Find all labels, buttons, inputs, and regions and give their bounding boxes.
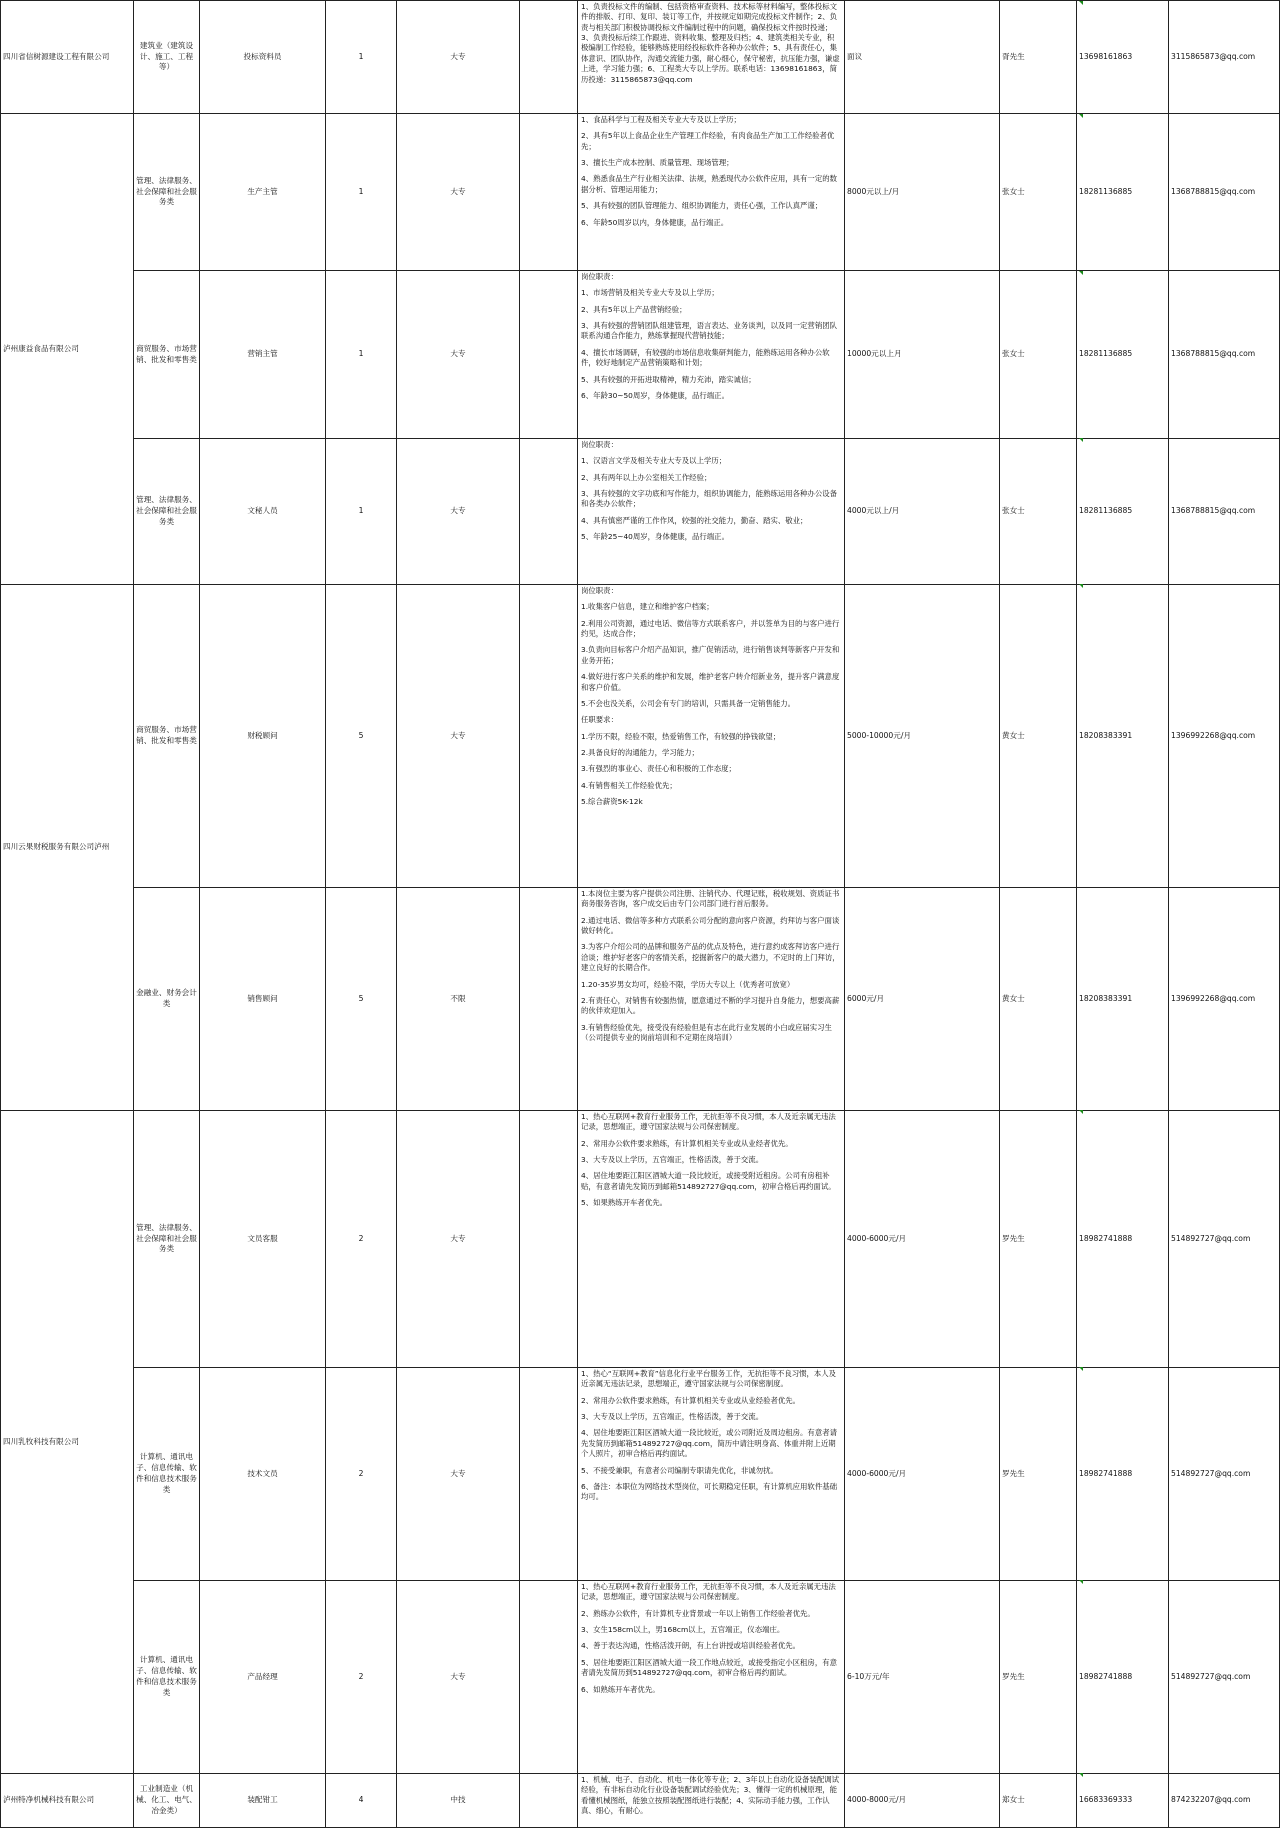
- headcount-cell: 5: [326, 585, 397, 888]
- requirement-line: 2.有责任心，对销售有较强热情，愿意通过不断的学习提升自身能力，想要高薪的伙伴欢迎加入。: [581, 995, 840, 1016]
- requirement-line: 4、具有慎密严谨的工作作风，较强的社交能力，勤奋、踏实、敬业；: [581, 515, 808, 525]
- requirement-line: 1.收集客户信息，建立和维护客户档案；: [581, 602, 714, 612]
- education-cell: 不限: [397, 888, 520, 1111]
- industry-cell: 计算机、通讯电子、信息传输、软件和信息技术服务类: [134, 1368, 200, 1581]
- industry-cell: 计算机、通讯电子、信息传输、软件和信息技术服务类: [134, 1581, 200, 1774]
- company-name-cell: 四川省信树源建设工程有限公司: [1, 1, 134, 114]
- education-cell: 大专: [397, 1368, 520, 1581]
- position-cell: 产品经理: [200, 1581, 326, 1774]
- requirement-line: 4、擅长市场调研，有较强的市场信息收集研判能力，能熟练运用各种办公软件，较好地制定产品营销策略和计划；: [581, 347, 830, 368]
- cell-comment-marker: [1079, 1, 1083, 5]
- requirement-line: 6、年龄30~50周岁，身体健康，品行端正。: [581, 390, 729, 400]
- phone-cell: 18982741888: [1077, 1368, 1169, 1581]
- email-cell: 514892727@qq.com: [1169, 1368, 1280, 1581]
- cell-comment-marker: [1079, 1367, 1083, 1371]
- requirement-line: 1、市场营销及相关专业大专及以上学历；: [581, 288, 719, 298]
- salary-cell: 面议: [845, 1, 1000, 114]
- email-cell: 1396992268@qq.com: [1169, 888, 1280, 1111]
- email-cell: 514892727@qq.com: [1169, 1581, 1280, 1774]
- salary-cell: 5000-10000元/月: [845, 585, 1000, 888]
- industry-cell: 工业制造业（机械、化工、电气、冶金类）: [134, 1774, 200, 1828]
- headcount-cell: 2: [326, 1111, 397, 1368]
- email-cell: 1368788815@qq.com: [1169, 271, 1280, 439]
- blank-cell: [520, 1, 578, 114]
- requirement-line: 3.为客户介绍公司的品牌和服务产品的优点及特色，进行意约成客拜访客户进行洽谈；维护好老客户的客情关系，挖掘新客户的最大潜力，不定时的上门拜访，建立良好的长期合作。: [581, 942, 840, 973]
- blank-cell: [520, 1368, 578, 1581]
- cell-comment-marker: [1079, 1773, 1083, 1777]
- headcount-cell: 1: [326, 114, 397, 271]
- headcount-cell: 5: [326, 888, 397, 1111]
- requirement-line: 5、具有较强的开拓进取精神，精力充沛，踏实诚信；: [581, 374, 756, 384]
- cell-comment-marker: [1079, 114, 1083, 118]
- education-cell: 中技: [397, 1774, 520, 1828]
- phone-cell: 16683369333: [1077, 1774, 1169, 1828]
- position-cell: 文员客服: [200, 1111, 326, 1368]
- requirement-line: 1.学历不限，经验不限，热爱销售工作，有较强的挣钱欲望；: [581, 731, 781, 741]
- salary-cell: 8000元以上/月: [845, 114, 1000, 271]
- requirement-line: 5、年龄25~40周岁，身体健康，品行端正。: [581, 532, 729, 542]
- contact-cell: 罗先生: [1000, 1368, 1077, 1581]
- requirements-cell: [578, 585, 845, 888]
- email-cell: 874232207@qq.com: [1169, 1774, 1280, 1828]
- position-cell: 技术文员: [200, 1368, 326, 1581]
- requirement-line: 1、热心“互联网+教育”信息化行业平台服务工作，无抗拒等不良习惯，本人及近亲属无违法记录，思想端正，遵守国家法规与公司保密制度。: [581, 1369, 837, 1389]
- table-row: [1, 888, 1280, 1111]
- requirement-line: 1、热心互联网+教育行业服务工作，无抗拒等不良习惯，本人及近亲属无违法记录，思想端正，遵守国家法规与公司保密制度。: [581, 1582, 836, 1602]
- table-row: [1, 1581, 1280, 1774]
- industry-cell: 建筑业（建筑设计、施工、工程等）: [134, 1, 200, 114]
- requirement-line: 6、年龄50周岁以内，身体健康，品行端正。: [581, 217, 729, 227]
- position-cell: 生产主管: [200, 114, 326, 271]
- requirement-line: 2、熟练办公软件，有计算机专业背景或一年以上销售工作经验者优先。: [581, 1608, 815, 1618]
- requirements-cell: [578, 1774, 845, 1828]
- requirement-line: 2.利用公司资源，通过电话、微信等方式联系客户，并以签单为目的与客户进行约见，达成合作；: [581, 618, 840, 639]
- company-name-cell: 泸州特净机械科技有限公司: [1, 1774, 134, 1828]
- industry-cell: 商贸服务、市场营销、批发和零售类: [134, 585, 200, 888]
- requirements-cell: [578, 888, 845, 1111]
- requirement-line: 5、具有较强的团队管理能力、组织协调能力，责任心强，工作认真严谨；: [581, 201, 823, 211]
- salary-cell: 4000-8000元/月: [845, 1774, 1000, 1828]
- salary-cell: 6000元/月: [845, 888, 1000, 1111]
- blank-cell: [520, 439, 578, 585]
- email-cell: 1396992268@qq.com: [1169, 585, 1280, 888]
- headcount-cell: 1: [326, 271, 397, 439]
- requirement-line: 岗位职责：: [581, 272, 618, 281]
- table-row: [1, 1, 1280, 114]
- requirements-cell: [578, 271, 845, 439]
- requirement-line: 5、如果熟练开车者优先。: [581, 1198, 668, 1208]
- cell-comment-marker: [1079, 1580, 1083, 1584]
- education-cell: 大专: [397, 585, 520, 888]
- position-cell: 销售顾问: [200, 888, 326, 1111]
- requirement-line: 1.本岗位主要为客户提供公司注册、注销代办、代理记账，税收规划、资质证书商务服务咨询，客户成交后由专门公司部门进行首后服务。: [581, 889, 840, 909]
- requirement-line: 3、大专及以上学历，五官端正，性格活泼，善于交流。: [581, 1412, 764, 1422]
- headcount-cell: 4: [326, 1774, 397, 1828]
- headcount-cell: 1: [326, 439, 397, 585]
- table-row: [1, 1774, 1280, 1828]
- cell-comment-marker: [1079, 584, 1083, 588]
- salary-cell: 10000元以上月: [845, 271, 1000, 439]
- blank-cell: [520, 888, 578, 1111]
- company-name-cell: 四川云果财税服务有限公司泸州: [1, 585, 134, 1111]
- phone-cell: 18281136885: [1077, 271, 1169, 439]
- contact-cell: 张女士: [1000, 439, 1077, 585]
- salary-cell: 4000-6000元/月: [845, 1368, 1000, 1581]
- blank-cell: [520, 271, 578, 439]
- blank-cell: [520, 1581, 578, 1774]
- requirement-line: 4、居住地要距江阳区酒城大道一段比较近，或公司附近及周边租房。有意者请先发简历到邮箱514892727@qq.com，简历中请注明身高、体重并附上近期个人照片，初审合格后再约面试。: [581, 1428, 837, 1459]
- requirement-line: 3、具有较强的营销团队组建管理，语言表达、业务谈判，以及同一定营销团队联系沟通合作能力，熟练掌握现代营销技能；: [581, 321, 837, 341]
- phone-cell: 18208383391: [1077, 585, 1169, 888]
- education-cell: 大专: [397, 1111, 520, 1368]
- requirements-cell: [578, 1, 845, 114]
- company-name-cell: 泸州康益食品有限公司: [1, 114, 134, 585]
- requirement-line: 4、熟悉食品生产行业相关法律、法规，熟悉现代办公软件应用，具有一定的数据分析、管理运用能力；: [581, 174, 837, 194]
- phone-cell: 18281136885: [1077, 439, 1169, 585]
- position-cell: 财税顾问: [200, 585, 326, 888]
- requirement-line: 5、居住地要距江阳区酒城大道一段工作地点较近，或接受指定小区租房，有意者请先发简历到514892727@qq.com，初审合格后再约面试。: [581, 1657, 837, 1678]
- phone-cell: 18281136885: [1077, 114, 1169, 271]
- requirement-line: 4.有销售相关工作经验优先；: [581, 780, 677, 790]
- requirement-line: 1、负责投标文件的编制、包括资格审查资料、技术标等材料编写，整体投标文件的排版、打印、复印、装订等工作，并按规定如期完成投标文件制作；2、负责与相关部门积极协调投标文件编制过程中的问题，确保投标文件按时投递；3、负责投标后续工作跟进、资料收集、整理及归档；4、建筑类相关专业，积极编制工作经验，能够熟练使用经投标软件各种办公软件；5、具有责任心，集体意识、团队协作，沟通交流能力强，耐心细心，保守秘密，抗压能力强，谦虚上进，学习能力强；6、工程类大专以上学历。联系电话：13698161863，简历投递：3115865873@qq.com: [581, 2, 840, 84]
- blank-cell: [520, 114, 578, 271]
- requirement-line: 6、备注：本职位为网络技术型岗位，可长期稳定任职，有计算机应用软件基础均可。: [581, 1481, 837, 1502]
- phone-cell: 13698161863: [1077, 1, 1169, 114]
- headcount-cell: 2: [326, 1368, 397, 1581]
- requirement-line: 3、擅长生产成本控制、质量管理、现场管理；: [581, 158, 734, 168]
- education-cell: 大专: [397, 1581, 520, 1774]
- requirements-cell: [578, 1111, 845, 1368]
- table-row: [1, 271, 1280, 439]
- requirement-line: 2、常用办公软件要求熟练，有计算机相关专业或从业经验者优先。: [581, 1395, 801, 1405]
- cell-comment-marker: [1079, 1110, 1083, 1114]
- position-cell: 营销主管: [200, 271, 326, 439]
- salary-cell: 4000-6000元/月: [845, 1111, 1000, 1368]
- requirement-line: 1.20-35岁男女均可，经验不限，学历大专以上（优秀者可放宽）: [581, 979, 795, 989]
- requirement-line: 4.做好进行客户关系的维护和发展，维护老客户转介绍新业务，提升客户满意度和客户价值。: [581, 672, 840, 692]
- industry-cell: 管理、法律服务、社会保障和社会服务类: [134, 114, 200, 271]
- contact-cell: 张女士: [1000, 114, 1077, 271]
- requirements-cell: [578, 439, 845, 585]
- requirement-line: 3、女生158cm以上，男168cm以上，五官端正，仪态端庄。: [581, 1625, 785, 1635]
- position-cell: 文秘人员: [200, 439, 326, 585]
- headcount-cell: 2: [326, 1581, 397, 1774]
- requirement-line: 2、具有两年以上办公室相关工作经验；: [581, 472, 712, 482]
- requirements-cell: [578, 1581, 845, 1774]
- salary-cell: 4000元以上/月: [845, 439, 1000, 585]
- email-cell: 514892727@qq.com: [1169, 1111, 1280, 1368]
- position-cell: 投标资料员: [200, 1, 326, 114]
- position-cell: 装配钳工: [200, 1774, 326, 1828]
- email-cell: 1368788815@qq.com: [1169, 439, 1280, 585]
- requirement-line: 2.通过电话、微信等多种方式联系公司分配的意向客户资源，约拜访与客户面谈做好转化。: [581, 915, 840, 936]
- requirements-cell: [578, 1368, 845, 1581]
- requirement-line: 5.综合薪资5K-12k: [581, 797, 643, 807]
- blank-cell: [520, 585, 578, 888]
- industry-cell: 管理、法律服务、社会保障和社会服务类: [134, 1111, 200, 1368]
- cell-comment-marker: [1079, 271, 1083, 275]
- education-cell: 大专: [397, 1, 520, 114]
- blank-cell: [520, 1774, 578, 1828]
- education-cell: 大专: [397, 114, 520, 271]
- requirement-line: 岗位职责：: [581, 586, 618, 595]
- phone-cell: 18982741888: [1077, 1581, 1169, 1774]
- requirement-line: 1、食品科学与工程及相关专业大专及以上学历；: [581, 115, 741, 124]
- requirement-line: 1、热心互联网+教育行业服务工作，无抗拒等不良习惯，本人及近亲属无违法记录，思想端正，遵守国家法规与公司保密制度。: [581, 1112, 836, 1132]
- contact-cell: 黄女士: [1000, 585, 1077, 888]
- contact-cell: 黄女士: [1000, 888, 1077, 1111]
- contact-cell: 罗先生: [1000, 1111, 1077, 1368]
- requirements-cell: [578, 114, 845, 271]
- education-cell: 大专: [397, 271, 520, 439]
- salary-cell: 6-10万元/年: [845, 1581, 1000, 1774]
- email-cell: 1368788815@qq.com: [1169, 114, 1280, 271]
- industry-cell: 金融业、财务会计类: [134, 888, 200, 1111]
- requirement-line: 2、具有5年以上食品企业生产管理工作经验，有肉食品生产加工工作经验者优先；: [581, 131, 835, 151]
- requirement-line: 岗位职责：: [581, 440, 618, 449]
- requirement-line: 5.不会也没关系，公司会有专门的培训，只需具备一定销售能力。: [581, 698, 795, 708]
- contact-cell: 罗先生: [1000, 1581, 1077, 1774]
- phone-cell: 18208383391: [1077, 888, 1169, 1111]
- requirement-line: 任职要求：: [581, 715, 618, 725]
- requirement-line: 1、机械、电子、自动化、机电一体化等专业；2、3年以上自动化设备装配调试经验，有非标自动化行业设备装配调试经验优先；3、懂得一定的机械原理，能看懂机械图纸，能独立按照装配图纸进行装配；4、实际动手能力强，工作认真、细心，有耐心。: [581, 1775, 840, 1816]
- requirement-line: 3、具有较强的文字功底和写作能力，组织协调能力，能熟练运用各种办公设备和各类办公软件；: [581, 489, 837, 509]
- contact-cell: 张女士: [1000, 271, 1077, 439]
- contact-cell: 胥先生: [1000, 1, 1077, 114]
- industry-cell: 管理、法律服务、社会保障和社会服务类: [134, 439, 200, 585]
- cell-comment-marker: [1079, 438, 1083, 442]
- headcount-cell: 1: [326, 1, 397, 114]
- table-row: [1, 1368, 1280, 1581]
- phone-cell: 18982741888: [1077, 1111, 1169, 1368]
- requirement-line: 6、如熟练开车者优先。: [581, 1684, 660, 1694]
- requirement-line: 3、大专及以上学历，五官端正，性格活泼，善于交流。: [581, 1155, 764, 1165]
- requirement-line: 2.具备良好的沟通能力，学习能力；: [581, 747, 699, 757]
- requirement-line: 2、常用办公软件要求熟练，有计算机相关专业或从业经者优先。: [581, 1138, 793, 1148]
- requirement-line: 3.负责向目标客户介绍产品知识，推广促销活动，进行销售谈判等新客户开发和业务开拓；: [581, 645, 840, 665]
- table-row: [1, 1111, 1280, 1368]
- requirement-line: 3.有销售经验优先，接受没有经验但是有志在此行业发展的小白或应届实习生（公司提供专业的岗前培训和不定期在岗培训）: [581, 1022, 832, 1042]
- requirement-line: 1、汉语言文学及相关专业大专及以上学历；: [581, 456, 727, 466]
- table-row: [1, 439, 1280, 585]
- requirement-line: 2、具有5年以上产品营销经验；: [581, 304, 687, 314]
- education-cell: 大专: [397, 439, 520, 585]
- email-cell: 3115865873@qq.com: [1169, 1, 1280, 114]
- requirement-line: 4、居住地要距江阳区酒城大道一段比较近，或接受附近租房。公司有房租补贴，有意者请先发简历到邮箱514892727@qq.com，初审合格后再约面试。: [581, 1171, 836, 1191]
- company-name-cell: 四川乳牧科技有限公司: [1, 1111, 134, 1774]
- requirement-line: 4、善于表达沟通，性格活泼开朗，有上台讲授或培训经验者优先。: [581, 1641, 801, 1651]
- table-row: [1, 114, 1280, 271]
- blank-cell: [520, 1111, 578, 1368]
- contact-cell: 郑女士: [1000, 1774, 1077, 1828]
- requirement-line: 5、不接受兼职，有意者公司编制专职请先优化，非诚勿扰。: [581, 1465, 778, 1475]
- requirement-line: 3.有强烈的事业心、责任心和积极的工作态度；: [581, 764, 736, 774]
- industry-cell: 商贸服务、市场营销、批发和零售类: [134, 271, 200, 439]
- table-row: [1, 585, 1280, 888]
